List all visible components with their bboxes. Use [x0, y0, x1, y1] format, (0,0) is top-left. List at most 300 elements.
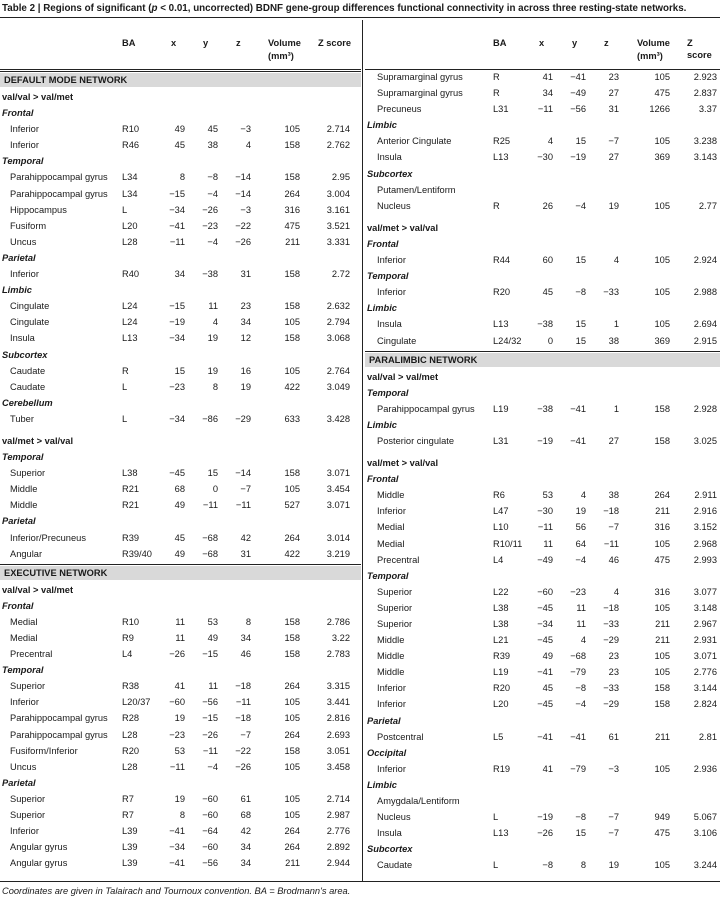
cell-volume: 422: [284, 548, 300, 559]
cell-x: −11: [169, 761, 185, 772]
contrast-heading: val/val > val/met: [2, 584, 74, 595]
cell-x: −34: [169, 333, 185, 344]
cell-region: Inferior: [10, 826, 39, 837]
table-row: [0, 266, 361, 282]
contrast-heading: val/val > val/met: [2, 92, 74, 102]
cell-ba: R21: [122, 500, 140, 511]
cell-z: 31: [240, 548, 251, 559]
cell-y: −8: [575, 287, 586, 298]
cell-zscore: 2.911: [694, 490, 717, 501]
cell-z: −22: [235, 745, 251, 756]
cell-zscore: 3.143: [693, 152, 717, 163]
cell-volume: 211: [285, 858, 300, 869]
cell-volume: 105: [654, 255, 670, 266]
cell-zscore: 2.824: [693, 699, 717, 710]
cell-ba: L13: [493, 319, 509, 330]
cell-ba: L20/37: [122, 697, 151, 708]
cell-y: 15: [207, 468, 218, 479]
cell-y: −60: [202, 842, 218, 853]
cell-ba: R10: [122, 616, 140, 627]
table-row: [0, 481, 361, 497]
cell-x: 8: [179, 810, 185, 821]
cell-zscore: 3.071: [326, 500, 350, 511]
cell-ba: L28: [122, 761, 138, 772]
cell-ba: R39: [122, 532, 140, 543]
cell-zscore: 3.068: [326, 333, 350, 344]
cell-volume: 105: [284, 365, 300, 376]
table-row: [0, 121, 361, 137]
cell-ba: R39: [493, 651, 511, 662]
cell-volume: 264: [284, 188, 300, 199]
table-row: [365, 793, 720, 809]
cell-volume: 158: [654, 699, 670, 710]
cell-region: Inferior: [10, 124, 39, 135]
cell-volume: 211: [655, 619, 670, 629]
cell-y: −4: [575, 200, 586, 211]
cell-volume: 105: [654, 651, 670, 662]
cell-volume: 105: [654, 763, 670, 774]
cell-z: 34: [240, 317, 251, 328]
cell-region: Uncus: [10, 236, 37, 247]
header-x: x: [539, 38, 545, 48]
cell-x: −45: [537, 699, 553, 710]
cell-zscore: 3.315: [326, 681, 350, 692]
cell-region: Postcentral: [377, 731, 424, 742]
table-row: [0, 218, 361, 234]
cell-volume: 475: [284, 220, 300, 231]
cell-region: Precentral: [10, 649, 53, 660]
cell-y: −41: [570, 435, 586, 446]
cell-z: 42: [240, 532, 251, 543]
cell-ba: L31: [493, 435, 509, 446]
network-heading: PARALIMBIC NETWORK: [365, 353, 720, 367]
cell-y: 4: [212, 317, 218, 328]
cell-x: −26: [537, 828, 553, 839]
cell-x: −60: [169, 697, 185, 708]
table-row: [0, 330, 361, 346]
cell-z: 61: [608, 731, 619, 742]
cell-ba: R10/11: [493, 538, 523, 549]
table-row: [0, 710, 361, 726]
cell-x: −41: [169, 858, 185, 869]
cell-zscore: 2.776: [326, 826, 350, 837]
table-row: [0, 530, 361, 546]
table-row: [0, 234, 361, 250]
cell-x: −11: [537, 104, 553, 115]
cell-ba: R20: [493, 683, 511, 694]
cell-x: 4: [547, 136, 553, 147]
cell-z: −33: [603, 619, 619, 629]
cell-x: −30: [537, 506, 553, 517]
table-row: [0, 379, 361, 395]
table-row: [0, 614, 361, 630]
contrast-heading: val/met > val/val: [2, 435, 74, 446]
cell-volume: 105: [284, 713, 300, 724]
cell-zscore: 3.148: [693, 602, 717, 613]
cell-volume: 369: [654, 335, 670, 346]
cell-region: Insula: [377, 828, 402, 839]
region-category: Temporal: [367, 387, 409, 398]
cell-y: −11: [202, 745, 218, 756]
cell-volume: 633: [284, 413, 300, 424]
cell-zscore: 3.077: [693, 586, 717, 597]
cell-volume: 105: [284, 697, 300, 708]
cell-zscore: 2.72: [331, 269, 350, 280]
cell-volume: 211: [285, 236, 300, 247]
cell-z: 4: [613, 255, 619, 266]
cell-ba: R40: [122, 269, 140, 280]
table-header: [365, 21, 720, 69]
cell-y: −4: [207, 188, 218, 199]
cell-x: −23: [169, 729, 185, 740]
cell-y: −56: [570, 104, 586, 115]
cell-z: −33: [603, 683, 619, 694]
cell-volume: 105: [284, 761, 300, 772]
network-heading: EXECUTIVE NETWORK: [0, 566, 361, 580]
table-row: [0, 169, 361, 185]
cell-z: −18: [235, 681, 251, 692]
cell-ba: L19: [493, 403, 509, 414]
cell-region: Middle: [377, 667, 405, 678]
cell-y: −8: [575, 683, 586, 694]
cell-region: Inferior: [377, 683, 406, 694]
cell-zscore: 3.004: [326, 188, 350, 199]
table-footnote: Coordinates are given in Talairach and Tournoux convention. BA = Brodmann's area.: [2, 886, 351, 896]
cell-z: 34: [240, 842, 251, 853]
cell-y: 19: [207, 365, 218, 376]
cell-y: 0: [212, 484, 218, 495]
cell-zscore: 3.049: [326, 381, 350, 392]
cell-ba: L: [493, 812, 499, 823]
cell-y: −56: [202, 858, 218, 869]
table-row: [365, 536, 720, 552]
cell-zscore: 3.331: [326, 236, 350, 247]
cell-z: 27: [608, 152, 619, 163]
cell-ba: L13: [122, 333, 138, 344]
cell-volume: 158: [284, 172, 300, 183]
cell-zscore: 2.915: [693, 335, 717, 346]
cell-y: 15: [575, 319, 586, 330]
cell-zscore: 2.924: [693, 255, 717, 266]
cell-z: −11: [235, 697, 251, 708]
cell-x: 15: [174, 365, 185, 376]
cell-zscore: 2.931: [693, 635, 717, 646]
cell-ba: L38: [493, 619, 509, 629]
region-category: Temporal: [367, 271, 409, 282]
cell-ba: R9: [122, 633, 134, 643]
cell-y: 4: [580, 635, 586, 646]
column-divider: [362, 20, 363, 882]
table-row: [365, 133, 720, 149]
cell-region: Middle: [10, 500, 38, 511]
cell-y: −86: [202, 413, 218, 424]
cell-z: −14: [235, 188, 251, 199]
cell-ba: L: [493, 860, 499, 871]
cell-zscore: 3.106: [693, 828, 717, 839]
cell-y: 15: [575, 136, 586, 147]
table-row: [0, 186, 361, 202]
cell-x: −34: [169, 842, 185, 853]
cell-zscore: 2.77: [698, 200, 717, 211]
cell-volume: 158: [284, 649, 300, 660]
cell-region: Angular gyrus: [10, 842, 68, 853]
cell-volume: 1266: [649, 104, 670, 115]
cell-x: −8: [542, 860, 553, 871]
cell-y: 11: [208, 681, 218, 692]
cell-ba: L24: [122, 301, 138, 312]
cell-region: Superior: [377, 602, 413, 613]
cell-ba: L20: [493, 699, 509, 710]
cell-z: 19: [608, 200, 619, 211]
table-row: [365, 584, 720, 600]
cell-y: −15: [202, 649, 218, 660]
cell-ba: L39: [122, 842, 138, 853]
cell-y: −68: [570, 651, 586, 662]
cell-region: Medial: [10, 616, 38, 627]
cell-volume: 105: [654, 72, 670, 82]
cell-x: 19: [174, 713, 185, 724]
cell-zscore: 3.22: [331, 633, 350, 643]
cell-volume: 264: [654, 490, 670, 501]
cell-zscore: 2.892: [326, 842, 350, 853]
cell-x: 26: [542, 200, 553, 211]
header-x: x: [171, 38, 177, 48]
cell-y: −8: [575, 812, 586, 823]
cell-x: 0: [547, 335, 553, 346]
cell-volume: 158: [284, 301, 300, 312]
table-row: [0, 314, 361, 330]
region-category: Frontal: [367, 474, 399, 485]
table-row: [0, 646, 361, 662]
cell-ba: L4: [493, 554, 504, 565]
cell-x: −41: [169, 220, 185, 231]
cell-y: −41: [570, 731, 586, 742]
cell-region: Angular gyrus: [10, 858, 68, 869]
cell-volume: 264: [284, 532, 300, 543]
top-rule: [0, 17, 720, 18]
table-row: [365, 648, 720, 664]
cell-z: 4: [613, 586, 619, 597]
region-category: Temporal: [2, 156, 44, 167]
cell-region: Nucleus: [377, 812, 411, 823]
region-category: Subcortex: [2, 349, 48, 360]
cell-ba: R28: [122, 713, 140, 724]
cell-x: 11: [175, 616, 185, 627]
cell-z: 8: [245, 616, 251, 627]
cell-region: Insula: [10, 333, 35, 344]
cell-zscore: 2.786: [326, 616, 350, 627]
header-ba: BA: [493, 38, 507, 48]
cell-z: 23: [608, 72, 619, 82]
table-row: [0, 855, 361, 871]
cell-volume: 158: [284, 140, 300, 151]
cell-ba: L24: [122, 317, 138, 328]
table-row: [365, 696, 720, 712]
cell-volume: 211: [655, 506, 670, 517]
left-table-body: [0, 73, 361, 871]
cell-zscore: 2.968: [693, 538, 717, 549]
cell-region: Parahippocampal gyrus: [377, 403, 475, 414]
cell-zscore: 3.238: [693, 136, 717, 147]
cell-ba: L: [122, 413, 128, 424]
cell-z: 23: [240, 301, 251, 312]
cell-y: −26: [202, 204, 218, 215]
cell-z: −26: [235, 761, 251, 772]
cell-region: Inferior/Precuneus: [10, 532, 86, 543]
cell-y: −64: [202, 826, 218, 837]
cell-x: 49: [542, 651, 553, 662]
cell-ba: L: [122, 381, 128, 392]
cell-region: Caudate: [377, 860, 413, 871]
table-row: [365, 680, 720, 696]
cell-x: −41: [169, 826, 185, 837]
cell-x: −26: [169, 649, 185, 660]
cell-zscore: 2.783: [326, 649, 350, 660]
region-category: Parietal: [2, 777, 36, 788]
cell-region: Precentral: [377, 554, 420, 565]
cell-zscore: 3.152: [693, 522, 717, 533]
table-row: [365, 552, 720, 568]
cell-zscore: 3.458: [326, 761, 350, 772]
cell-z: −11: [235, 500, 251, 511]
cell-z: −22: [235, 220, 251, 231]
cell-ba: R: [122, 365, 129, 376]
cell-zscore: 2.714: [326, 793, 350, 804]
table-row: [0, 202, 361, 218]
cell-z: −7: [608, 136, 619, 147]
cell-volume: 158: [284, 745, 300, 756]
table-row: [0, 465, 361, 481]
cell-volume: 105: [284, 810, 300, 821]
cell-region: Inferior: [10, 140, 39, 151]
region-category: Limbic: [367, 120, 397, 131]
cell-x: −38: [537, 319, 553, 330]
cell-region: Inferior: [377, 255, 406, 266]
cell-ba: L39: [122, 858, 138, 869]
cell-y: −68: [202, 548, 218, 559]
cell-x: 19: [174, 793, 185, 804]
cell-zscore: 3.161: [326, 204, 350, 215]
cell-ba: R19: [493, 763, 511, 774]
table-row: [365, 433, 720, 449]
table-row: [365, 182, 720, 198]
cell-y: −23: [570, 586, 586, 597]
table-row: [365, 857, 720, 873]
cell-y: 38: [207, 140, 218, 151]
cell-x: −23: [169, 381, 185, 392]
table-row: [0, 630, 361, 646]
cell-z: −7: [240, 729, 251, 740]
cell-region: Caudate: [10, 365, 46, 376]
cell-volume: 105: [654, 200, 670, 211]
cell-volume: 105: [654, 319, 670, 330]
cell-volume: 158: [284, 333, 300, 344]
cell-x: 34: [174, 269, 185, 280]
cell-z: −29: [603, 635, 619, 646]
cell-ba: R46: [122, 140, 140, 151]
cell-region: Insula: [377, 152, 402, 163]
cell-volume: 158: [284, 616, 300, 627]
cell-volume: 264: [284, 842, 300, 853]
cell-z: 38: [608, 490, 619, 501]
cell-zscore: 3.219: [326, 548, 350, 559]
table-row: [0, 546, 361, 562]
cell-ba: L22: [493, 586, 509, 597]
cell-ba: R20: [122, 745, 140, 756]
cell-y: −79: [570, 667, 586, 678]
region-category: Frontal: [2, 600, 34, 611]
cell-region: Precuneus: [377, 104, 422, 115]
cell-zscore: 2.95: [331, 172, 350, 183]
cell-y: 64: [575, 538, 586, 549]
cell-ba: R7: [122, 810, 134, 821]
table-row: [0, 298, 361, 314]
cell-ba: R10: [122, 124, 140, 135]
cell-zscore: 2.944: [326, 858, 350, 869]
table-caption: [2, 3, 718, 15]
cell-z: −14: [235, 172, 251, 183]
cell-volume: 105: [284, 793, 300, 804]
cell-region: Hippocampus: [10, 204, 67, 215]
table-row: [365, 632, 720, 648]
cell-y: 45: [207, 124, 218, 135]
cell-volume: 316: [654, 586, 670, 597]
table-row: [0, 137, 361, 153]
cell-y: −49: [570, 88, 586, 99]
cell-y: 15: [575, 255, 586, 266]
table-row: [0, 759, 361, 775]
cell-x: −49: [537, 554, 553, 565]
region-category: Subcortex: [367, 844, 413, 855]
cell-region: Parahippocampal gyrus: [10, 713, 108, 724]
cell-region: Superior: [10, 681, 46, 692]
cell-y: 15: [575, 335, 586, 346]
cell-volume: 158: [654, 683, 670, 694]
cell-volume: 211: [655, 635, 670, 646]
cell-zscore: 2.928: [693, 403, 717, 414]
cell-zscore: 2.693: [326, 729, 350, 740]
caption-p: p: [151, 3, 158, 14]
cell-zscore: 2.632: [326, 301, 350, 312]
region-category: Frontal: [367, 238, 399, 249]
cell-z: 19: [608, 860, 619, 871]
region-category: Cerebellum: [2, 397, 53, 408]
cell-z: 31: [240, 269, 251, 280]
cell-y: 8: [580, 860, 586, 871]
cell-volume: 422: [284, 381, 300, 392]
cell-y: 15: [575, 828, 586, 839]
cell-zscore: 3.428: [326, 413, 350, 424]
cell-volume: 105: [284, 317, 300, 328]
cell-x: 49: [174, 500, 185, 511]
cell-ba: L20: [122, 220, 138, 231]
cell-z: −26: [235, 236, 251, 247]
cell-x: −11: [169, 236, 185, 247]
cell-x: 45: [174, 140, 185, 151]
cell-region: Superior: [10, 793, 46, 804]
cell-ba: L34: [122, 172, 138, 183]
cell-zscore: 3.144: [693, 683, 717, 694]
right-table-panel: [365, 21, 720, 874]
cell-volume: 475: [654, 554, 670, 565]
cell-volume: 369: [654, 152, 670, 163]
region-category: Temporal: [367, 570, 409, 581]
cell-y: −15: [202, 713, 218, 724]
cell-ba: R38: [122, 681, 140, 692]
cell-ba: L4: [122, 649, 133, 660]
cell-volume: 475: [654, 88, 670, 99]
cell-y: 19: [575, 506, 586, 517]
